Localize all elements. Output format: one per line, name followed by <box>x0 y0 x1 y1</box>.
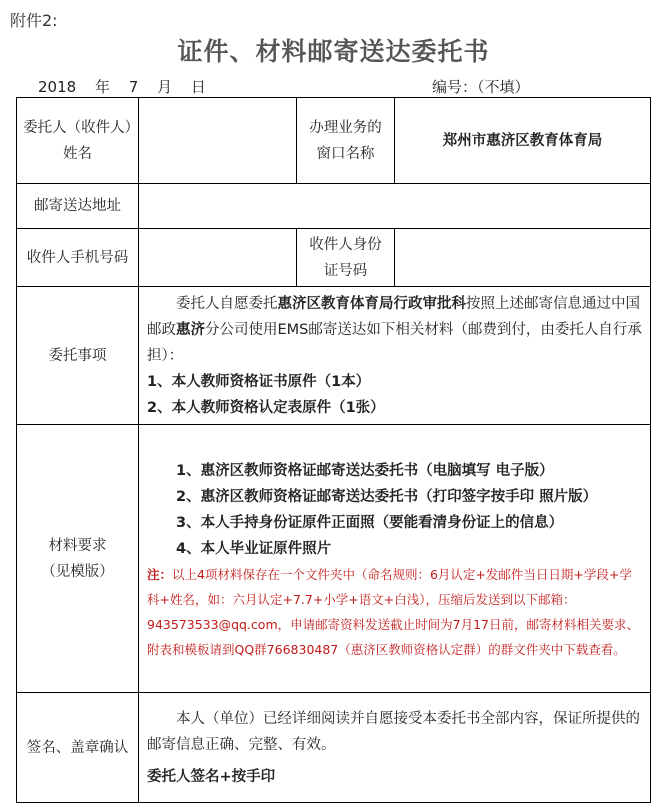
principal-label: 委托人（收件人）姓名 <box>17 98 139 184</box>
entrust-text-3: 分公司使用EMS邮寄送达如下相关材料（邮费到付，由委托人自行承担）： <box>147 321 642 364</box>
entrust-branch: 惠济 <box>176 321 205 338</box>
date-day-unit: 日 <box>190 78 206 96</box>
date-line <box>38 76 220 97</box>
attachment-label: 附件2: <box>10 11 58 30</box>
window-label: 办理业务的窗口名称 <box>297 98 395 184</box>
entrust-text-2: 按照上述邮寄信息通过中国邮政 <box>147 295 640 338</box>
materials-note <box>147 562 642 662</box>
window-value: 郑州市惠济区教育体育局 <box>395 98 651 184</box>
address-label: 邮寄送达地址 <box>17 184 139 229</box>
entrust-form-table <box>16 97 651 803</box>
row-sign <box>17 693 651 803</box>
row-entrust <box>17 287 651 425</box>
materials-label-line2: （见模版） <box>41 563 114 580</box>
row-materials <box>17 425 651 693</box>
serial-number: 编号：（不填） <box>432 78 530 96</box>
document-title: 证件、材料邮寄送达委托书 <box>177 37 490 66</box>
materials-item: 1、惠济区教师资格证邮寄送达委托书（电脑填写 电子版） <box>176 462 554 479</box>
materials-item: 4、本人毕业证原件照片 <box>176 540 332 557</box>
note-head: 注： <box>147 566 173 582</box>
entrust-label: 委托事项 <box>17 287 139 425</box>
phone-value[interactable] <box>139 229 297 287</box>
row-principal <box>17 98 651 184</box>
entrust-paragraph <box>147 291 642 369</box>
row-phone-id <box>17 229 651 287</box>
materials-label-line1: 材料要求 <box>48 537 107 554</box>
entrust-item: 2、本人教师资格认定表原件（1张） <box>147 399 385 416</box>
id-value[interactable] <box>395 229 651 287</box>
materials-item: 2、惠济区教师资格证邮寄送达委托书（打印签字按手印 照片版） <box>176 488 598 505</box>
entrust-content <box>139 287 651 425</box>
phone-label: 收件人手机号码 <box>17 229 139 287</box>
sign-bottom: 委托人签名+按手印 <box>147 768 276 785</box>
date-month-unit: 月 <box>157 78 173 96</box>
sign-text: 本人（单位）已经详细阅读并自愿接受本委托书全部内容，保证所提供的邮寄信息正确、完整、有效。 <box>147 710 640 753</box>
sign-label: 签名、盖章确认 <box>17 693 139 803</box>
entrust-agency: 惠济区教育体育局行政审批科 <box>277 295 466 312</box>
sign-content <box>139 693 651 803</box>
entrust-text-1: 委托人自愿委托 <box>176 295 278 312</box>
row-address <box>17 184 651 229</box>
entrust-item: 1、本人教师资格证书原件（1本） <box>147 373 371 390</box>
materials-label <box>17 425 139 693</box>
date-year: 2018 <box>38 78 77 96</box>
materials-item: 3、本人手持身份证原件正面照（要能看清身份证上的信息） <box>176 514 564 531</box>
date-year-unit: 年 <box>94 78 110 96</box>
id-label: 收件人身份证号码 <box>297 229 395 287</box>
address-value[interactable] <box>139 184 651 229</box>
principal-value[interactable] <box>139 98 297 184</box>
note-text: 以上4项材料保存在一个文件夹中（命名规则：6月认定+发邮件当日日期+学段+学科+姓名，如：六月认定+7.7+小学+语文+白浅），压缩后发送到以下邮箱：943573533@qq.com，申请邮寄资料发送截止时间为7月17日前，邮寄材料相关要求、附表和模板请到QQ群766830487（惠济区教师资格认定群）的群文件夹中下载查看。 <box>147 566 639 657</box>
materials-content <box>139 425 651 693</box>
date-month: 7 <box>128 78 139 96</box>
